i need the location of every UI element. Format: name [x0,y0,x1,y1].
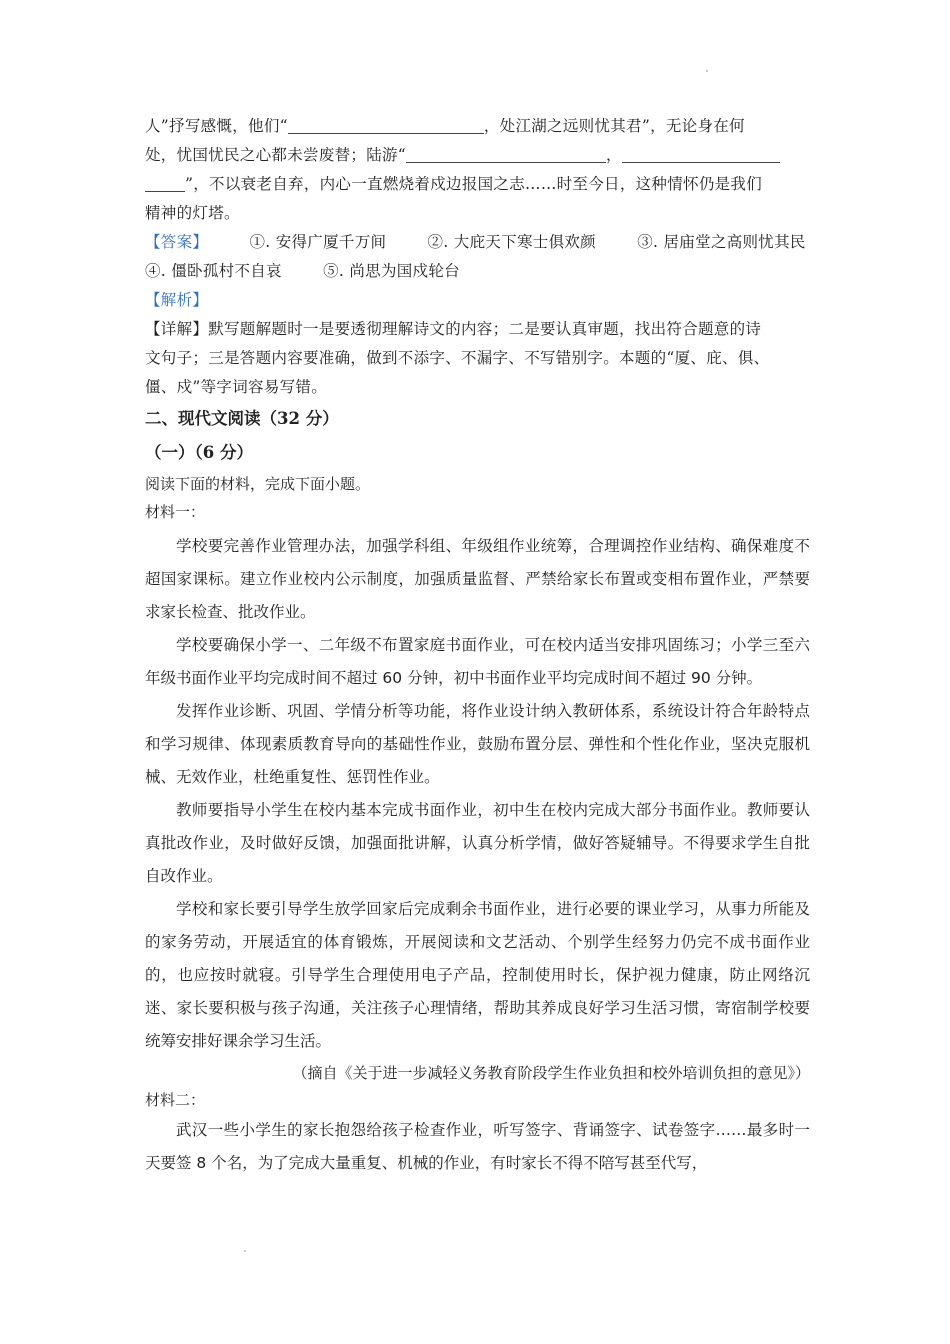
material-one [145,530,810,1058]
answer-item: ④. 僵卧孤村不自哀 [145,262,282,280]
answer-item: ①. 安得广厦千万间 [249,233,387,251]
text-line: 精神的灯塔。 [145,204,240,222]
answer-line [145,228,810,257]
instruction: 阅读下面的材料，完成下面小题。 [145,475,371,493]
fill-blank [406,144,606,163]
corner-dot [244,1250,246,1252]
answer-item: ②. 大庇天下寒士俱欢颜 [427,233,596,251]
material-paragraph: 武汉一些小学生的家长抱怨给孩子检查作业，听写签字、背诵签字、试卷签字……最多时一天要签 8 个名，为了完成大量重复、机械的作业，有时家长不得不陪写甚至代写， [145,1121,810,1172]
text-span: ”，不以衰老自弃，内心一直燃烧着戍边报国之志……时至今日，这种情怀仍是我们 [185,175,763,193]
material-paragraph: 学校要确保小学一、二年级不布置家庭书面作业，可在校内适当安排巩固练习；小学三至六年级书面作业平均完成时间不超过 60 分钟，初中书面作业平均完成时间不超过 90 分钟。 [145,636,810,687]
material-paragraph: 学校和家长要引导学生放学回家后完成剩余书面作业，进行必要的课业学习，从事力所能及的家务劳动，开展适宜的体育锻炼，开展阅读和文艺活动、个别学生经努力仍完不成书面作业的，也应按时就寝。引导学生合理使用电子产品，控制使用时长，保护视力健康，防止网络沉迷、家长要积极与孩子沟通，关注孩子心理情绪，帮助其养成良好学习生活习惯，寄宿制学校要统筹安排好课余学习生活。 [145,900,810,1050]
poem-fill-block [145,112,810,228]
analysis-line: 僵、戍”等字词容易写错。 [145,378,328,396]
answer-item: ③. 居庙堂之高则忧其民 [637,233,806,251]
text-span: 人”抒写感慨，他们“ [145,117,288,135]
material-two [145,1114,810,1180]
analysis-tag: 【解析】 [145,291,209,309]
fill-blank [145,173,185,192]
material-label: 材料一： [145,503,206,521]
material-paragraph: 学校要完善作业管理办法，加强学科组、年级组作业统筹，合理调控作业结构、确保难度不超国家课标。建立作业校内公示制度，加强质量监督、严禁给家长布置或变相布置作业，严禁要求家长检查、批改作业。 [145,537,810,621]
text-span: 处，忧国忧民之心都未尝废替；陆游“ [145,146,407,164]
answer-item: ⑤. 尚思为国戍轮台 [323,262,460,280]
subsection-title: （一）（6 分） [145,443,253,462]
section-title: 二、现代文阅读（32 分） [145,409,339,428]
material-label: 材料二： [145,1091,206,1109]
fill-blank [288,115,484,134]
material-source: （摘自《关于进一步减轻义务教育阶段学生作业负担和校外培训负担的意见》） [292,1064,810,1082]
analysis-line: 文句子；三是答题内容要准确，做到不添字、不漏字、不写错别字。本题的“厦、庇、俱、 [145,349,770,367]
material-paragraph: 教师要指导小学生在校内基本完成书面作业，初中生在校内完成大部分书面作业。教师要认真批改作业，及时做好反馈，加强面批讲解，认真分析学情，做好答疑辅导。不得要求学生自批自改作业。 [145,801,810,885]
material-paragraph: 发挥作业诊断、巩固、学情分析等功能，将作业设计纳入教研体系，系统设计符合年龄特点和学习规律、体现素质教育导向的基础性作业，鼓励布置分层、弹性和个性化作业，坚决克服机械、无效作业，杜绝重复性、惩罚性作业。 [145,702,810,786]
fill-blank [622,144,780,163]
text-span: ，处江湖之远则忧其君”，无论身在何 [483,117,745,135]
document-page [145,112,810,1180]
analysis-line: 【详解】默写题解题时一是要透彻理解诗文的内容；二是要认真审题，找出符合题意的诗 [145,320,762,338]
corner-dot [706,70,708,72]
text-span: ， [606,146,622,164]
answer-tag: 【答案】 [145,233,209,251]
